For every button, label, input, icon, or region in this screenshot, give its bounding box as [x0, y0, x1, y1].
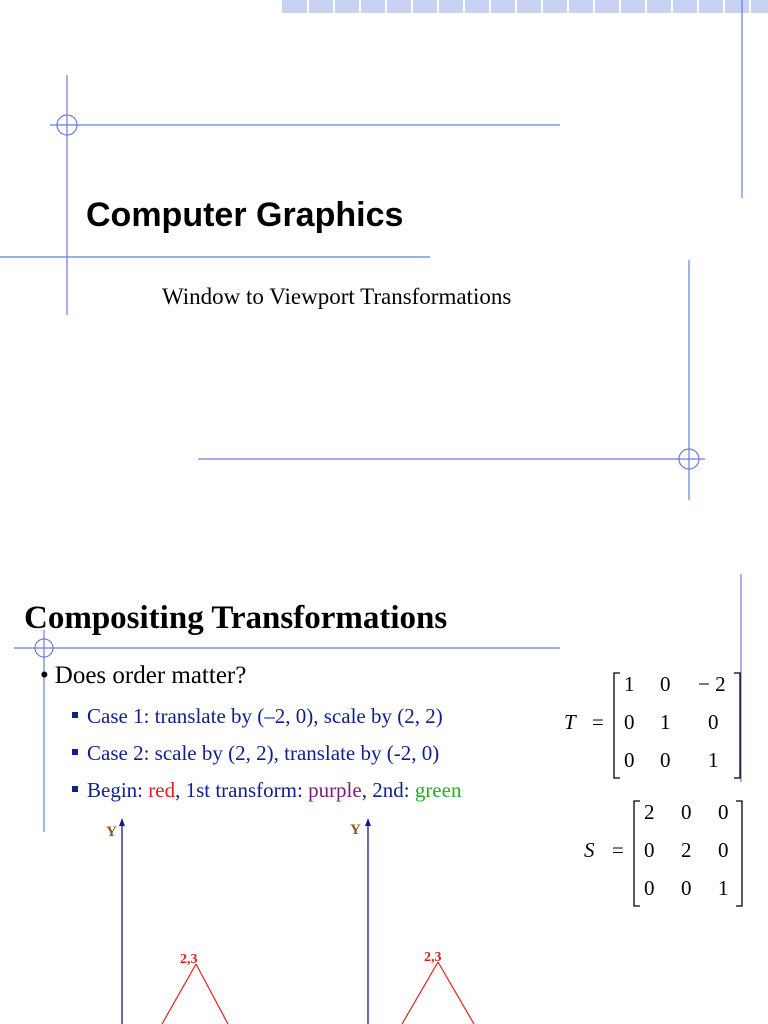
- triangle-edge: [196, 964, 228, 1024]
- matrix-t: [562, 670, 752, 782]
- matrix-s-cell: 2: [681, 838, 692, 862]
- case-2-text: Case 2: scale by (2, 2), translate by (-2, 0): [87, 741, 440, 765]
- matrix-t-cell: 0: [660, 672, 671, 696]
- matrix-s: [582, 798, 752, 910]
- begin-red-word: red: [148, 778, 176, 802]
- matrix-s-cell: 0: [718, 838, 729, 862]
- matrix-t-label: T: [564, 710, 576, 734]
- matrix-s-cell: 0: [644, 838, 655, 862]
- begin-sep-1: , 1st transform:: [175, 778, 309, 802]
- plot-1: [90, 812, 270, 1024]
- matrix-t-cell: 1: [660, 710, 671, 734]
- matrix-t-equals: =: [592, 710, 604, 734]
- matrix-t-cell: 0: [660, 748, 671, 772]
- case-1-text: Case 1: translate by (–2, 0), scale by (2, 2): [87, 704, 443, 728]
- matrix-t-cell: 0: [624, 710, 635, 734]
- question-text: Does order matter?: [54, 662, 247, 689]
- slide-compositing: [0, 512, 768, 1024]
- bullet-case-1: [72, 704, 443, 729]
- bullet-square-icon: [72, 786, 78, 792]
- matrix-t-cell: 0: [708, 710, 719, 734]
- matrix-s-cell: 0: [681, 876, 692, 900]
- matrix-s-label: S: [584, 838, 595, 862]
- triangle-edge: [162, 964, 196, 1024]
- point-label: 2,3: [424, 950, 442, 965]
- bullet-question: [40, 662, 246, 690]
- matrix-s-equals: =: [612, 838, 624, 862]
- begin-prefix: Begin:: [87, 778, 149, 802]
- bullet-dot: •: [40, 662, 49, 689]
- plot-2: [336, 812, 516, 1024]
- matrix-s-cell: 1: [718, 876, 729, 900]
- triangle-edge: [402, 962, 438, 1024]
- triangle-edge: [438, 962, 474, 1024]
- slide-title-heading: Computer Graphics: [86, 196, 404, 234]
- matrix-t-cell: − 2: [698, 672, 726, 696]
- y-axis-label: Y: [106, 824, 117, 840]
- matrix-t-cell: 0: [624, 748, 635, 772]
- matrix-s-cell: 0: [681, 800, 692, 824]
- bullet-case-2: [72, 741, 439, 766]
- y-axis-label: Y: [350, 822, 361, 838]
- begin-purple-word: purple: [308, 778, 362, 802]
- matrix-s-cell: 0: [718, 800, 729, 824]
- bullet-square-icon: [72, 712, 78, 718]
- point-label: 2,3: [180, 952, 198, 967]
- matrix-s-cell: 2: [644, 800, 655, 824]
- begin-sep-2: , 2nd:: [361, 778, 415, 802]
- matrix-t-cell: 1: [708, 748, 719, 772]
- matrix-s-cell: 0: [644, 876, 655, 900]
- y-axis-arrow-icon: [119, 818, 125, 826]
- slide-subtitle: Window to Viewport Transformations: [162, 284, 512, 309]
- slide-heading: Compositing Transformations: [24, 600, 448, 636]
- y-axis-arrow-icon: [365, 818, 371, 826]
- bullet-square-icon: [72, 749, 78, 755]
- matrix-t-cell: 1: [624, 672, 635, 696]
- bullet-begin: [72, 778, 461, 803]
- begin-green-word: green: [414, 778, 462, 802]
